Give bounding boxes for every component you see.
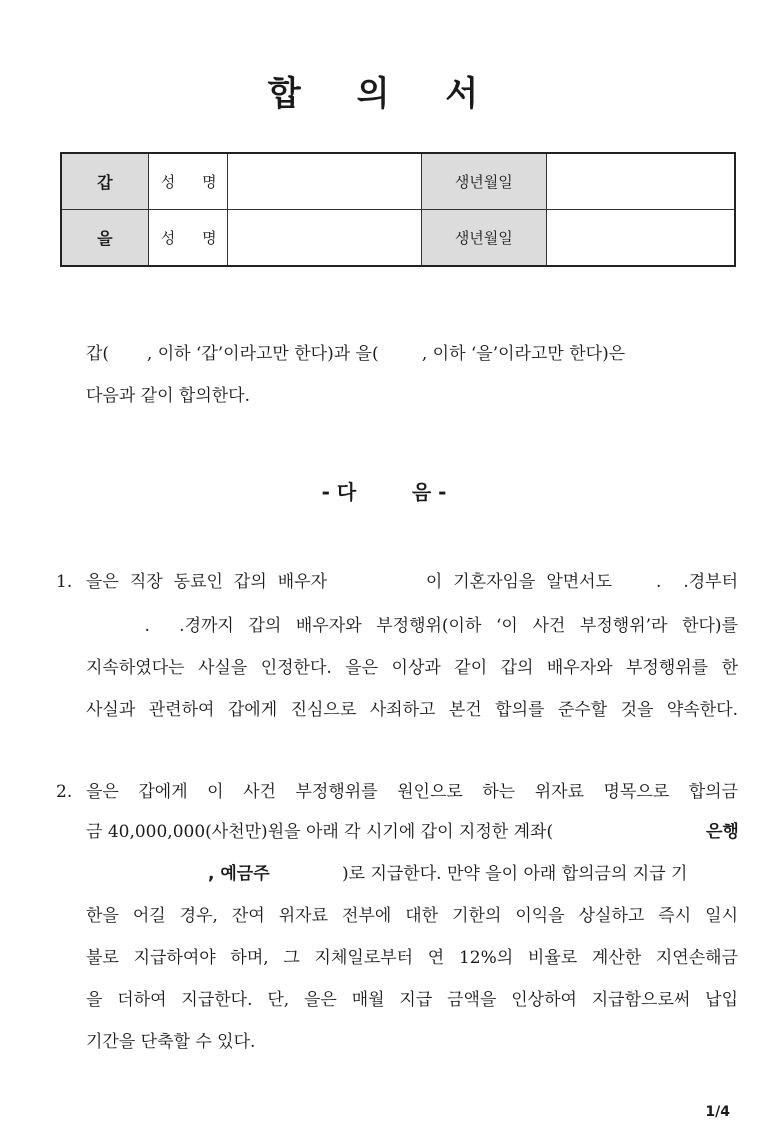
page-number: 1/4	[705, 1104, 730, 1120]
party-role-cell: 갑	[61, 153, 148, 210]
name-label-cell	[148, 210, 227, 267]
birthdate-value-cell	[546, 210, 735, 267]
document-title: 합 의 서	[267, 74, 501, 114]
birthdate-value-cell	[546, 153, 735, 210]
table-row	[61, 210, 735, 267]
depositor-label: , 예금주	[208, 864, 270, 884]
section-heading: - 다 음 -	[321, 480, 447, 504]
clause-number: 2.	[56, 782, 73, 802]
party-role-cell: 을	[61, 210, 148, 267]
name-label-part: 성	[160, 229, 176, 247]
name-value-cell	[227, 210, 421, 267]
name-label-part: 명	[202, 173, 217, 191]
birthdate-label-cell: 생년월일	[421, 210, 546, 267]
clause-line: 금 40,000,000(사천만)원을 아래 각 시기에 갑이 지정한 계좌(	[86, 822, 554, 842]
clause-line: 불로 지급하여야 하며, 그 지체일로부터 연 12%의 비율로 계산한 지연손해금	[86, 948, 738, 968]
intro-line: 다음과 같이 합의한다.	[86, 386, 251, 406]
name-label-part: 성	[160, 173, 176, 191]
clause-line: 기간을 단축할 수 있다.	[86, 1032, 256, 1052]
clause-line: 지속하였다는 사실을 인정한다. 을은 이상과 같이 갑의 배우자와 부정행위를 한	[86, 658, 738, 678]
table-row	[61, 153, 735, 210]
party-info-table	[60, 152, 736, 267]
clause-line: 을은 갑에게 이 사건 부정행위를 원인으로 하는 위자료 명목으로 합의금	[86, 782, 738, 802]
clause-line: 한을 어길 경우, 잔여 위자료 전부에 대한 기한의 이익을 상실하고 즉시 일시	[86, 906, 738, 926]
name-label-part: 명	[202, 229, 217, 247]
name-label-cell	[148, 153, 227, 210]
clause-line: 을 더하여 지급한다. 단, 을은 매월 지급 금액을 인상하여 지급함으로써 납입	[86, 990, 738, 1010]
intro-line: 갑( , 이하 ‘갑’이라고만 한다)과 을( , 이하 ‘을’이라고만 한다)은	[86, 344, 626, 364]
clause-number: 1.	[56, 572, 73, 592]
clause-line: 사실과 관련하여 갑에게 진심으로 사죄하고 본건 합의를 준수할 것을 약속한다.	[86, 700, 738, 720]
name-value-cell	[227, 153, 421, 210]
clause-line: . .경까지 갑의 배우자와 부정행위(이하 ‘이 사건 부정행위’라 한다)를	[86, 616, 738, 636]
clause-line: 을은 직장 동료인 갑의 배우자 이 기혼자임을 알면서도 . .경부터	[86, 572, 738, 592]
bank-label: 은행	[706, 822, 739, 842]
birthdate-label-cell: 생년월일	[421, 153, 546, 210]
clause-line: )로 지급한다. 만약 을이 아래 합의금의 지급 기	[342, 864, 688, 884]
